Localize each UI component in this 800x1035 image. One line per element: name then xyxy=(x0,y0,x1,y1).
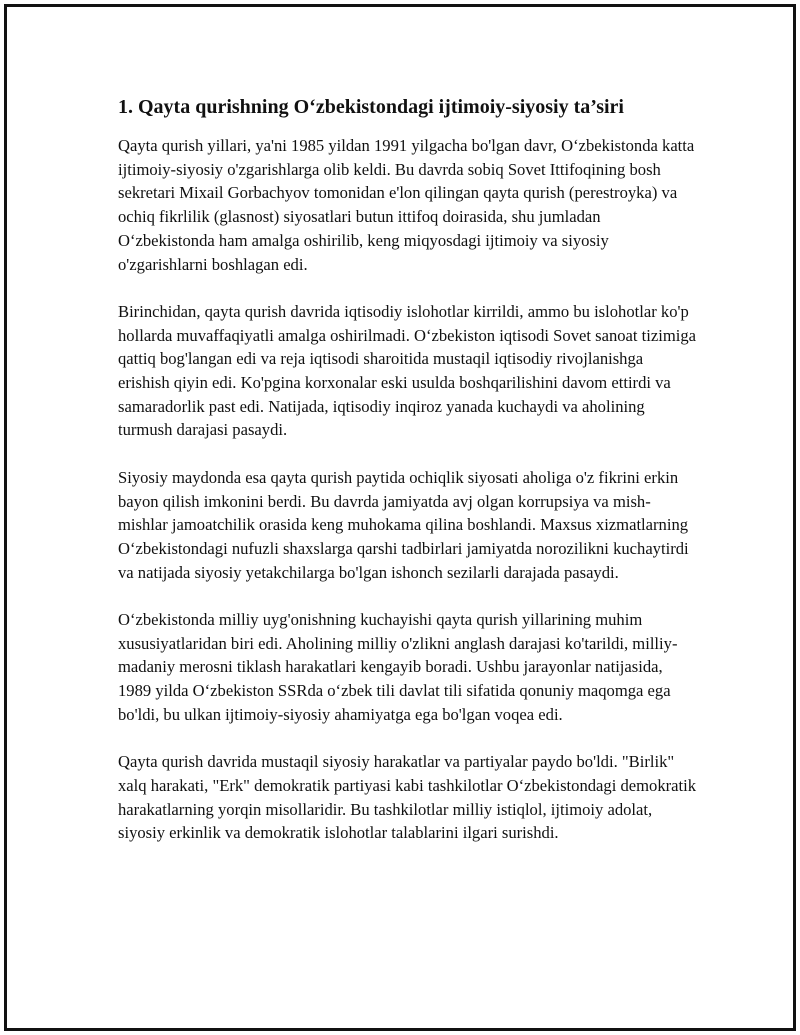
section-heading: 1. Qayta qurishning O‘zbekistondagi ijtimoiy-siyosiy ta’siri xyxy=(118,96,624,118)
document-body xyxy=(118,94,698,869)
paragraph-economy: Birinchidan, qayta qurish davrida iqtisodiy islohotlar kirrildi, ammo bu islohotlar ko'p hollarda muvaffaqiyatli amalga oshirilmadi. O‘zbekiston iqtisodi Sovet sanoat tizimiga qattiq bog'langan edi va reja iqtisodi sharoitida mustaqil iqtisodiy rivojlanishga erishish qiyin edi. Ko'pgina korxonalar eski usulda boshqarilishini davom ettirdi va samaradorlik past edi. Natijada, iqtisodiy inqiroz yanada kuchaydi va aholining turmush darajasi pasaydi. xyxy=(118,301,697,440)
paragraph-politics: Siyosiy maydonda esa qayta qurish paytida ochiqlik siyosati aholiga o'z fikrini erkin bayon qilish imkonini berdi. Bu davrda jamiyatda avj olgan korrupsiya va mish-mishlar jamoatchilik orasida keng muhokama qilina boshlandi. Maxsus xizmatlarning O‘zbekistondagi nufuzli shaxslarga qarshi tadbirlari jamiyatda norozilikni kuchaytirdi va natijada siyosiy yetakchilarga bo'lgan ishonch sezilarli darajada pasaydi. xyxy=(118,467,689,582)
paragraph-national-revival: O‘zbekistonda milliy uyg'onishning kuchayishi qayta qurish yillarining muhim xususiyatlaridan biri edi. Aholining milliy o'zlikni anglash darajasi ko'tarildi, milliy-madaniy merosni tiklash harakatlari kengayib boradi. Ushbu jarayonlar natijasida, 1989 yilda O‘zbekiston SSRda o‘zbek tili davlat tili sifatida qonuniy maqomga ega bo'ldi, bu ulkan ijtimoiy-siyosiy ahamiyatga ega bo'lgan voqea edi. xyxy=(118,610,678,724)
paragraph-movements: Qayta qurish davrida mustaqil siyosiy harakatlar va partiyalar paydo bo'ldi. "Birlik" xalq harakati, "Erk" demokratik partiyasi kabi tashkilotlar O‘zbekistondagi demokratik harakatlarning yorqin misollaridir. Bu tashkilotlar milliy istiqlol, ijtimoiy adolat, siyosiy erkinlik va demokratik islohotlar talablarini ilgari surishdi. xyxy=(118,752,697,843)
paragraph-intro: Qayta qurish yillari, ya'ni 1985 yildan 1991 yilgacha bo'lgan davr, O‘zbekistonda katta ijtimoiy-siyosiy o'zgarishlarga olib keldi. Bu davrda sobiq Sovet Ittifoqining bosh sekretari Mixail Gorbachyov tomonidan e'lon qilingan qayta qurish (perestroyka) va ochiq fikrlilik (glasnost) siyosatlari butun ittifoq doirasida, shu jumladan O‘zbekistonda ham amalga oshirilib, keng miqyosdagi ijtimoiy va siyosiy o'zgarishlarni boshlagan edi. xyxy=(118,136,695,274)
